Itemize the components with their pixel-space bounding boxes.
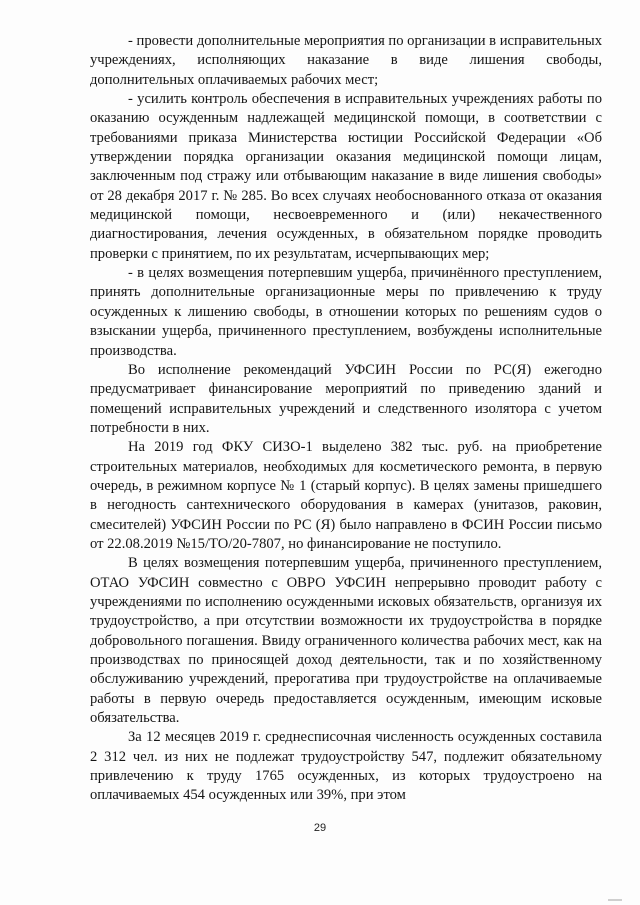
paragraph-2: - усилить контроль обеспечения в исправительных учреждениях работы по оказанию осужденным надлежащей медицинской помощи, в соответствии с требованиями приказа Министерства юстиции Российской Федерации «Об утверждении порядка организации оказания медицинской помощи лицам, заключенным под стражу или отбывающим наказание в виде лишения свободы» от 28 декабря 2017 г. № 285. Во всех случаях необоснованного отказа от оказания медицинской помощи, несвоевременного и (или) некачественного диагностирования, лечения осужденных, в обязательном порядке проводить проверки с принятием, по их результатам, исчерпывающих мер; [90, 91, 602, 262]
paragraph-1: - провести дополнительные мероприятия по организации в исправительных учреждениях, исполняющих наказание в виде лишения свободы, дополнительных оплачиваемых рабочих мест; [90, 33, 602, 88]
scan-artifact [608, 899, 622, 901]
paragraph-6: В целях возмещения потерпевшим ущерба, причиненного преступлением, ОТАО УФСИН совместно с ОВРО УФСИН непрерывно проводит работу с учреждениями по исполнению осужденными исковых обязательств, организуя их трудоустройство, а при отсутствии возможности их трудоустройства в порядке добровольного погашения. Ввиду ограниченного количества рабочих мест, как на производствах по приносящей доход деятельности, так и по хозяйственному обслуживанию учреждений, прерогатива при трудоустройстве на оплачиваемые работы в первую очередь предоставляется осужденным, имеющим исковые обязательства. [90, 555, 602, 727]
paragraph-4: Во исполнение рекомендаций УФСИН России по РС(Я) ежегодно предусматривает финансирование мероприятий по приведению зданий и помещений исправительных учреждений и следственного изолятора с учетом потребности в них. [90, 361, 602, 436]
paragraph-7: За 12 месяцев 2019 г. среднесписочная численность осужденных составила 2 312 чел. из них не подлежат трудоустройству 547, подлежит обязательному привлечению к труду 1765 осужденных, из которых трудоустроено на оплачиваемых 454 осужденных или 39%, при этом [90, 729, 602, 804]
paragraph-3: - в целях возмещения потерпевшим ущерба, причинённого преступлением, принять дополнительные организационные меры по привлечению к труду осужденных к лишению свободы, в отношении которых по решениям судов о взыскании ущерба, причиненного преступлением, возбуждены исполнительные производства. [90, 265, 602, 359]
paragraph-5: На 2019 год ФКУ СИЗО-1 выделено 382 тыс. руб. на приобретение строительных материалов, необходимых для косметического ремонта, в первую очередь, в режимном корпусе № 1 (старый корпус). В целях замены пришедшего в негодность сантехнического оборудования в камерах (унитазов, раковин, смесителей) УФСИН России по РС (Я) было направлено в ФСИН России письмо от 22.08.2019 №15/ТО/20-7807, но финансирование не поступило. [90, 439, 602, 552]
page-number: 29 [313, 822, 327, 834]
document-body [90, 32, 602, 806]
